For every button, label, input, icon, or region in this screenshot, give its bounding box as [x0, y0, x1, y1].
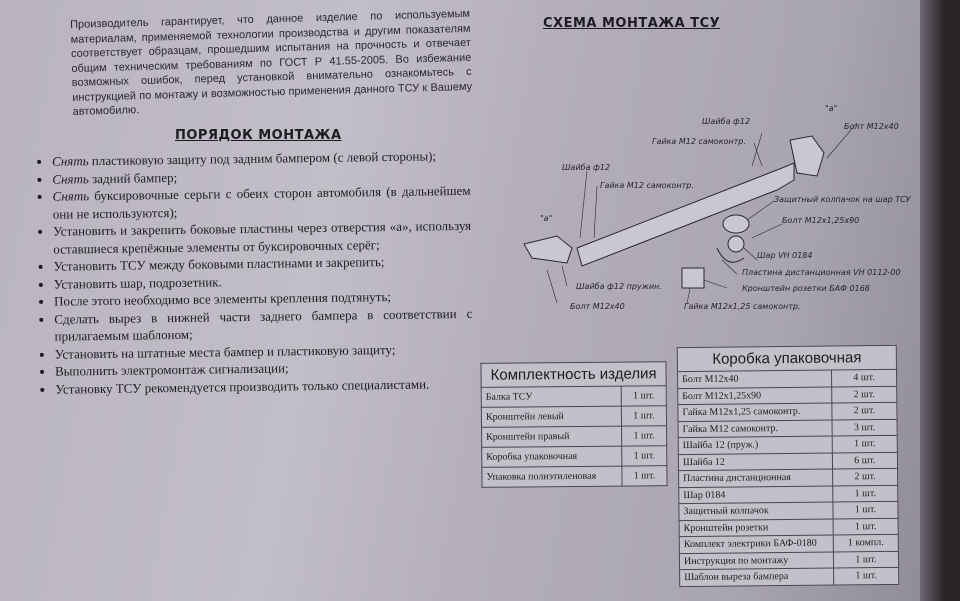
kit-contents-table: [480, 361, 667, 488]
item-name: Пластина дистанционная: [679, 469, 833, 487]
item-quantity: 2 шт.: [832, 386, 897, 403]
install-step: [53, 217, 471, 258]
label-plate: Пластина дистанционная VH 0112-00: [742, 268, 901, 277]
step-text: Установить и закрепить боковые пластины через отверстия «а», используя оставшиеся крепёжные элементы от буксировочных серёг;: [52, 217, 472, 257]
label-cap: Защитный колпачок на шар ТСУ: [774, 195, 911, 204]
item-quantity: 1 шт.: [833, 518, 898, 535]
item-quantity: 1 компл.: [833, 534, 898, 551]
item-quantity: 1 шт.: [621, 406, 666, 426]
item-quantity: 4 шт.: [832, 369, 897, 386]
label-washer-spring: Шайба ф12 пружин.: [576, 282, 662, 291]
step-text: пластиковую защиту под задним бампером (с левой стороны);: [88, 148, 437, 169]
label-washer-top: Шайба ф12: [702, 117, 751, 126]
warranty-paragraph: Производитель гарантирует, что данное изделие по используемым материалам, применяемой технологии производства и другим показателям соответствует образцам, прошедшим испытания на прочность и отвечает общим техническим требованиям по ГОСТ Р 41.55-2005. Во избежание возможных ошибок, перед установкой внимательно ознакомьтесь с инструкцией по монтажу и возможностью применения данного ТСУ к Вашему автомобилю.: [70, 7, 473, 118]
item-quantity: 3 шт.: [832, 419, 897, 436]
label-nut-left: Гайка М12 самоконтр.: [600, 181, 694, 190]
label-nut-top: Гайка М12 самоконтр.: [652, 137, 746, 146]
item-quantity: 1 шт.: [832, 435, 897, 452]
install-steps-list: [30, 147, 473, 398]
item-quantity: 1 шт.: [833, 501, 898, 518]
label-socket-bracket: Кронштейн розетки БАФ 0168: [742, 284, 870, 293]
item-quantity: 1 шт.: [833, 485, 898, 502]
item-name: Балка ТСУ: [481, 386, 621, 407]
tow-ball: [728, 236, 744, 252]
install-step: [52, 182, 470, 223]
item-name: Инструкция по монтажу: [679, 552, 833, 570]
step-verb: Снять: [52, 188, 90, 204]
kit-table-title: Комплектность изделия: [481, 362, 666, 388]
item-name: Гайка М12 самоконтр.: [678, 420, 832, 438]
scheme-title: СХЕМА МОНТАЖА ТСУ: [543, 16, 721, 31]
step-text: Выполнить электромонтаж сигнализации;: [54, 360, 289, 379]
item-quantity: 1 шт.: [834, 567, 899, 584]
label-ball: Шар VH 0184: [757, 251, 813, 260]
packing-box-table: [677, 345, 899, 587]
table-row: [482, 426, 667, 448]
box-table-title: Коробка упаковочная: [677, 345, 896, 371]
step-text: Установить шар, подрозетник.: [53, 273, 222, 292]
item-quantity: 1 шт.: [622, 446, 667, 466]
item-name: Упаковка полиэтиленовая: [482, 466, 622, 487]
table-row: [481, 406, 666, 428]
item-name: Кронштейн розетки: [679, 519, 833, 537]
background-edge: [920, 0, 960, 601]
item-name: Шайба 12 (пруж.): [678, 436, 832, 454]
table-row: [482, 446, 667, 468]
item-name: Болт М12х40: [678, 370, 832, 388]
label-nut-125: Гайка М12х1,25 самоконтр.: [684, 302, 801, 311]
item-name: Кронштейн левый: [481, 406, 621, 427]
install-order-title: ПОРЯДОК МОНТАЖА: [175, 128, 342, 143]
item-name: Шар 0184: [679, 486, 833, 504]
item-name: Болт М12х1,25х90: [678, 387, 832, 405]
left-bracket: [524, 236, 572, 263]
socket-bracket: [682, 268, 704, 288]
label-washer-left: Шайба ф12: [562, 163, 611, 172]
step-verb: Снять: [52, 170, 89, 187]
item-name: Комплект электрики БАФ-0180: [679, 535, 833, 553]
item-name: Коробка упаковочная: [482, 446, 622, 467]
table-row: [482, 466, 667, 488]
ball-cap: [723, 215, 749, 233]
label-bolt-left: Болт М12х40: [570, 302, 625, 311]
step-text: Установить ТСУ между боковыми пластинами и закрепить;: [53, 254, 385, 274]
step-text: Установить на штатные места бампер и пластиковую защиту;: [54, 341, 396, 362]
towbar-diagram: [512, 98, 912, 320]
step-text: буксировочные серьги с обеих сторон автомобиля (в дальнейшем они не используются);: [52, 182, 471, 222]
label-a-left: "а": [540, 214, 553, 223]
step-text: задний бампер;: [88, 169, 178, 186]
install-step: [54, 304, 472, 345]
item-quantity: 6 шт.: [832, 452, 897, 469]
item-name: Шайба 12: [678, 453, 832, 471]
table-row: [680, 567, 899, 586]
item-quantity: 1 шт.: [622, 426, 667, 446]
item-name: Шаблон выреза бампера: [680, 568, 834, 586]
step-text: Установку ТСУ рекомендуется производить только специалистами.: [55, 375, 430, 397]
step-text: Сделать вырез в нижней части заднего бампера в соответствии с прилагаемым шаблоном;: [54, 305, 473, 344]
item-name: Защитный колпачок: [679, 502, 833, 520]
step-verb: Снять: [52, 153, 89, 169]
item-quantity: 1 шт.: [833, 551, 898, 568]
table-row: [481, 386, 666, 408]
item-quantity: 1 шт.: [622, 466, 667, 486]
label-bolt-90: Болт М12х1,25х90: [782, 216, 860, 225]
item-quantity: 2 шт.: [832, 402, 897, 419]
step-text: После этого необходимо все элементы крепления подтянуть;: [53, 288, 392, 309]
item-name: Кронштейн правый: [482, 426, 622, 447]
right-bracket: [790, 136, 824, 176]
label-bolt-top: Болт М12х40: [844, 122, 899, 131]
item-name: Гайка М12х1,25 самоконтр.: [678, 403, 832, 421]
label-a-right: "а": [825, 104, 838, 113]
item-quantity: 2 шт.: [833, 468, 898, 485]
item-quantity: 1 шт.: [621, 386, 666, 406]
